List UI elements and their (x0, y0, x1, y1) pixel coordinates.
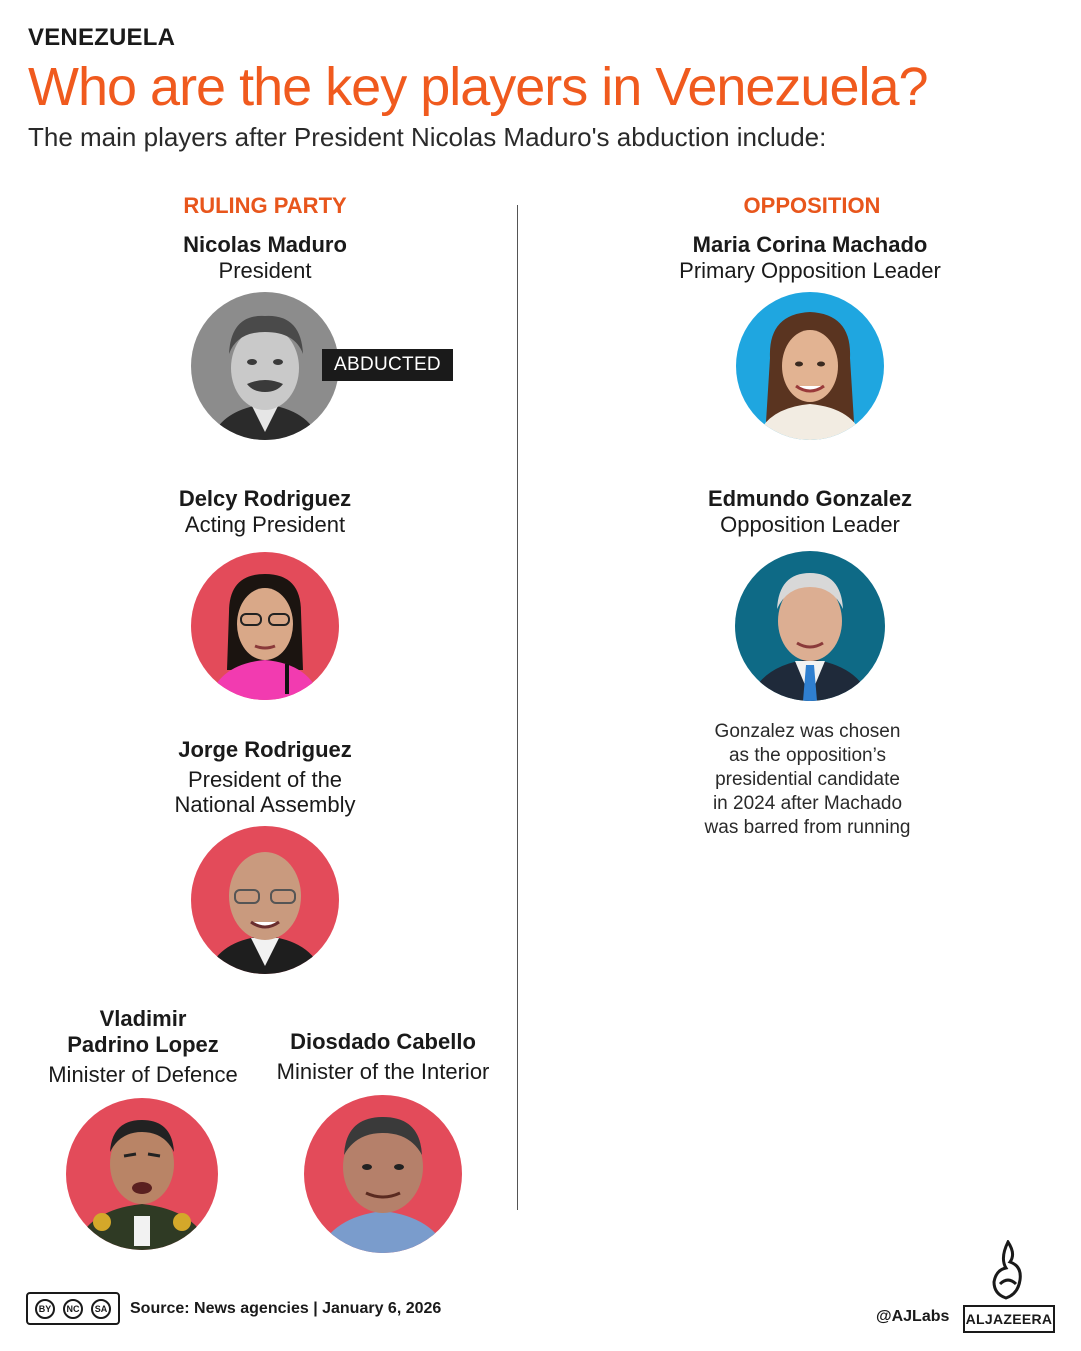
portrait-jorge-rodriguez (191, 826, 339, 974)
person-name: Delcy Rodriguez (178, 486, 352, 511)
cc-by-icon: BY (35, 1299, 55, 1319)
portrait-maria-corina-machado (736, 292, 884, 440)
person-role: Acting President (184, 512, 346, 537)
person-delcy-rodriguez (115, 486, 415, 537)
gonzalez-note (660, 720, 955, 840)
person-maria-corina-machado (640, 232, 980, 283)
person-diosdado-cabello (258, 1029, 508, 1084)
portrait-padrino-lopez (66, 1098, 218, 1250)
person-edmundo-gonzalez (660, 486, 960, 537)
person-name: Edmundo Gonzalez (707, 486, 913, 511)
person-name: Jorge Rodriguez (178, 737, 352, 762)
aljazeera-logo: ALJAZEERA (963, 1305, 1055, 1333)
portrait-edmundo-gonzalez (735, 551, 885, 701)
person-jorge-rodriguez (115, 737, 415, 817)
section-kicker: VENEZUELA (28, 24, 176, 51)
person-role-line2: National Assembly (174, 792, 356, 817)
page-subtitle: The main players after President Nicolas Maduro's abduction include: (28, 122, 827, 152)
column-divider (517, 205, 518, 1210)
person-padrino-lopez (28, 1006, 258, 1087)
person-name-line1: Vladimir (99, 1006, 187, 1031)
portrait-diosdado-cabello (304, 1095, 462, 1253)
note-line: as the opposition’s (728, 745, 887, 766)
note-line: was barred from running (704, 817, 911, 838)
note-line: presidential candidate (715, 769, 900, 790)
person-role: Minister of Defence (48, 1062, 238, 1087)
ruling-party-heading: RULING PARTY (183, 193, 347, 218)
opposition-heading: OPPOSITION (743, 193, 881, 218)
note-line: in 2024 after Machado (712, 793, 903, 814)
abducted-badge: ABDUCTED (322, 349, 453, 381)
creative-commons-icon (26, 1292, 120, 1325)
person-role: Minister of the Interior (276, 1059, 490, 1084)
person-role-line1: President of the (187, 767, 343, 792)
person-name: Nicolas Maduro (183, 232, 347, 257)
portrait-maduro (191, 292, 339, 440)
cc-nc-icon: NC (63, 1299, 83, 1319)
source-text: Source: News agencies | January 6, 2026 (130, 1299, 442, 1317)
cc-sa-icon: SA (91, 1299, 111, 1319)
person-role: Primary Opposition Leader (679, 258, 941, 283)
person-name-line2: Padrino Lopez (67, 1032, 219, 1057)
portrait-delcy-rodriguez (191, 552, 339, 700)
page-title: Who are the key players in Venezuela? (28, 57, 928, 117)
person-role: President (218, 258, 312, 283)
person-name: Maria Corina Machado (692, 232, 928, 257)
person-name: Diosdado Cabello (290, 1029, 476, 1054)
aljazeera-calligraphy-icon (986, 1240, 1030, 1302)
social-handle: @AJLabs (876, 1308, 950, 1325)
footer-source (26, 1292, 441, 1325)
person-maduro (115, 232, 415, 283)
person-role: Opposition Leader (720, 512, 900, 537)
note-line: Gonzalez was chosen (714, 721, 901, 742)
